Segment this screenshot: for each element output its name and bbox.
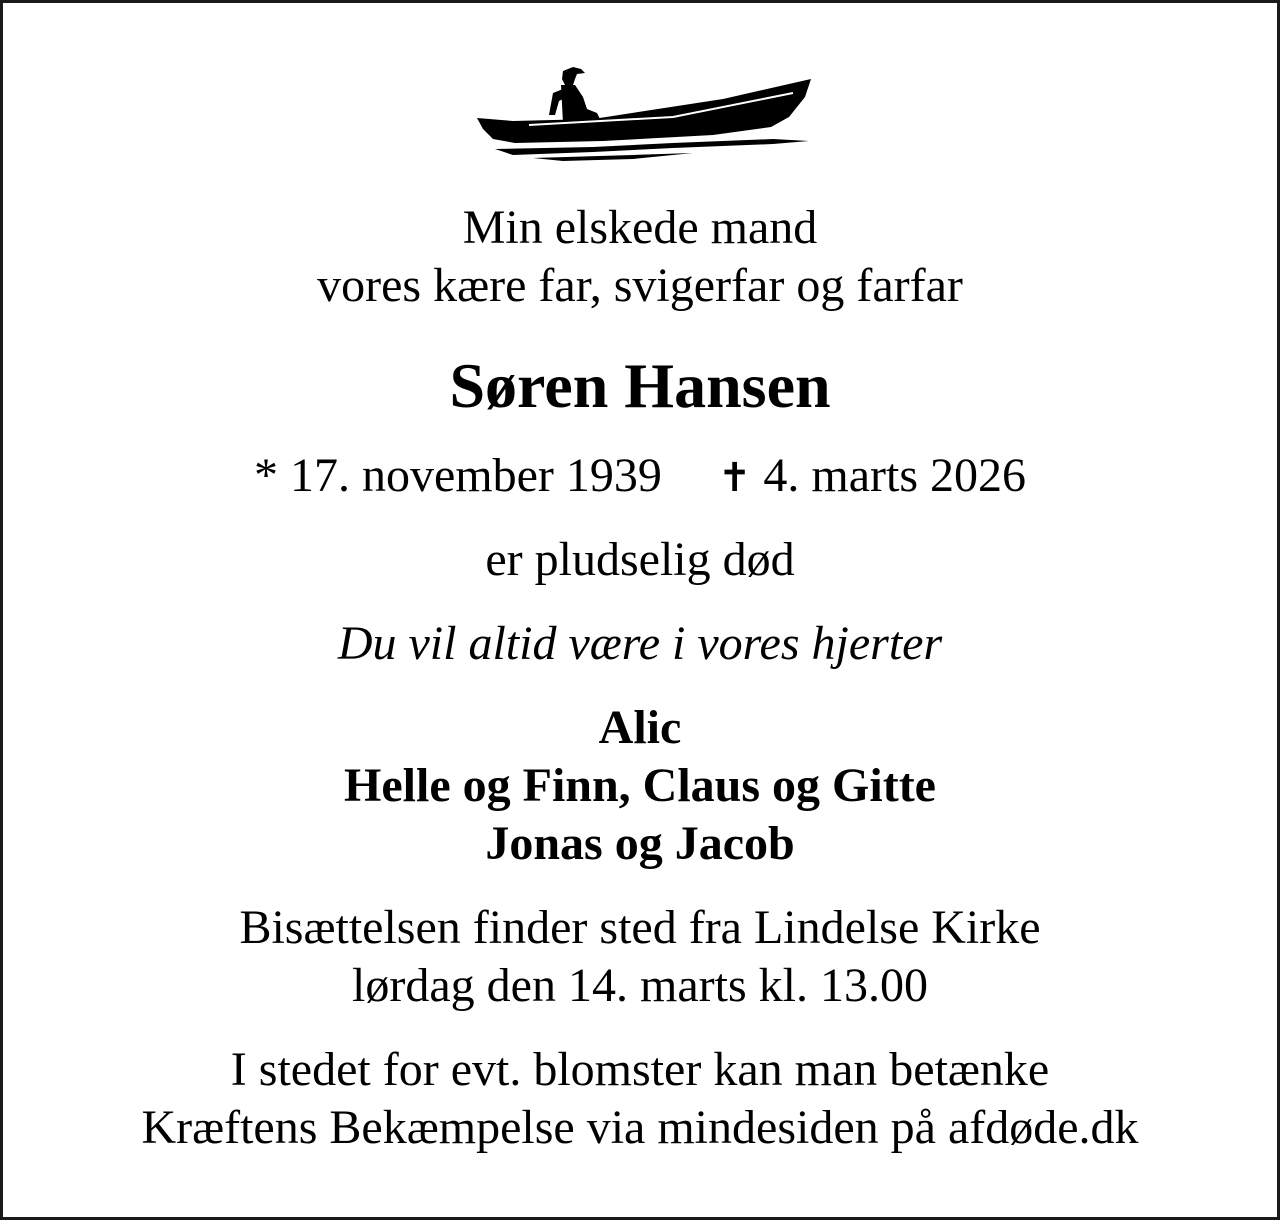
- intro-line-1: Min elskede mand: [462, 201, 818, 254]
- cross-icon: ✝: [717, 455, 752, 501]
- birth-symbol: *: [253, 449, 278, 502]
- signatory-line-3: Jonas og Jacob: [485, 817, 795, 870]
- funeral-line-2: lørdag den 14. marts kl. 13.00: [352, 959, 928, 1012]
- deceased-name: Søren Hansen: [449, 350, 831, 421]
- birth-date: 17. november 1939: [289, 449, 662, 502]
- life-dates: [3, 449, 1277, 505]
- fisherman-in-rowboat-icon: [473, 63, 813, 163]
- signatory-line-2: Helle og Finn, Claus og Gitte: [344, 759, 936, 812]
- funeral-line-1: Bisættelsen finder sted fra Lindelse Kirke: [239, 901, 1041, 954]
- memorial-verse: Du vil altid være i vores hjerter: [337, 617, 943, 670]
- donation-line-2: Kræftens Bekæmpelse via mindesiden på afdøde.dk: [141, 1101, 1139, 1154]
- death-statement: er pludselig død: [485, 533, 795, 586]
- signatory-line-1: Alic: [598, 701, 682, 754]
- donation-line-1: I stedet for evt. blomster kan man betænke: [230, 1043, 1050, 1096]
- death-date: 4. marts 2026: [763, 449, 1027, 502]
- intro-line-2: vores kære far, svigerfar og farfar: [317, 259, 963, 312]
